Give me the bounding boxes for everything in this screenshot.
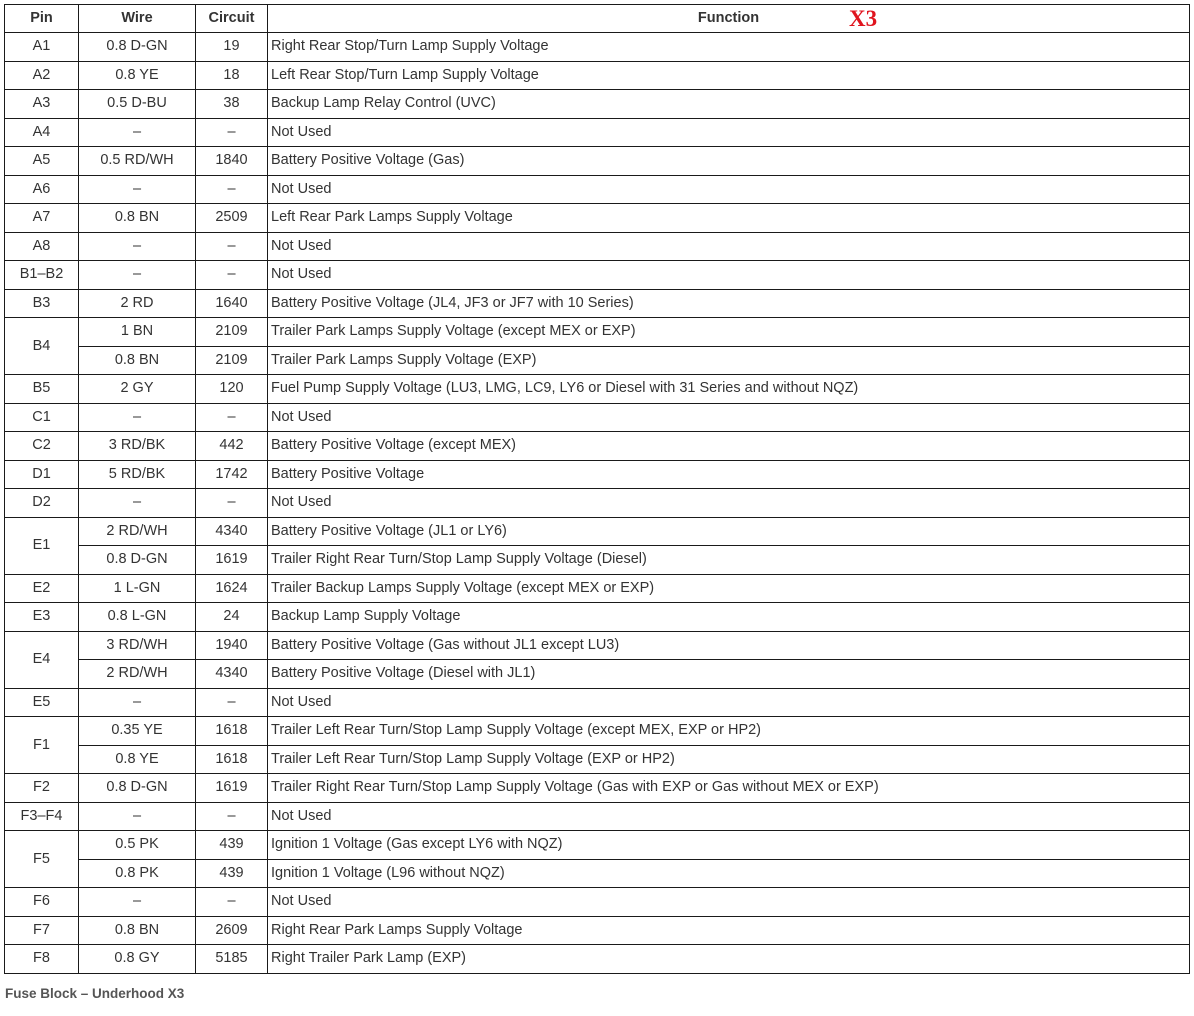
function-cell: Left Rear Park Lamps Supply Voltage — [268, 204, 1190, 233]
wire-cell: 5 RD/BK — [79, 460, 196, 489]
circuit-cell: 1619 — [196, 546, 268, 575]
circuit-cell: 1618 — [196, 717, 268, 746]
pin-cell: E5 — [5, 688, 79, 717]
function-cell: Trailer Left Rear Turn/Stop Lamp Supply Voltage (except MEX, EXP or HP2) — [268, 717, 1190, 746]
circuit-cell: 4340 — [196, 517, 268, 546]
table-row — [5, 802, 1190, 831]
wire-cell: 0.8 BN — [79, 346, 196, 375]
circuit-cell: 1640 — [196, 289, 268, 318]
table-row — [5, 603, 1190, 632]
function-cell: Battery Positive Voltage (Gas without JL1 except LU3) — [268, 631, 1190, 660]
circuit-cell: – — [196, 802, 268, 831]
table-row — [5, 631, 1190, 660]
pin-cell: B1–B2 — [5, 261, 79, 290]
function-cell: Right Rear Park Lamps Supply Voltage — [268, 916, 1190, 945]
wire-cell: 3 RD/WH — [79, 631, 196, 660]
wire-cell: – — [79, 489, 196, 518]
circuit-cell: – — [196, 489, 268, 518]
circuit-cell: – — [196, 403, 268, 432]
function-cell: Left Rear Stop/Turn Lamp Supply Voltage — [268, 61, 1190, 90]
circuit-cell: 24 — [196, 603, 268, 632]
pin-cell: A5 — [5, 147, 79, 176]
circuit-cell: 1619 — [196, 774, 268, 803]
pin-cell: E4 — [5, 631, 79, 688]
circuit-cell: 1940 — [196, 631, 268, 660]
wire-cell: 0.8 D-GN — [79, 546, 196, 575]
pin-cell: C2 — [5, 432, 79, 461]
wire-cell: 2 RD/WH — [79, 660, 196, 689]
table-body — [5, 33, 1190, 974]
circuit-cell: – — [196, 232, 268, 261]
wire-cell: – — [79, 888, 196, 917]
function-cell: Trailer Park Lamps Supply Voltage (EXP) — [268, 346, 1190, 375]
header-row — [5, 5, 1190, 33]
table-row — [5, 460, 1190, 489]
table-header — [5, 5, 1190, 33]
table-row — [5, 489, 1190, 518]
wire-cell: 0.8 D-GN — [79, 774, 196, 803]
table-row — [5, 175, 1190, 204]
wire-cell: – — [79, 261, 196, 290]
circuit-cell: – — [196, 688, 268, 717]
function-cell: Right Rear Stop/Turn Lamp Supply Voltage — [268, 33, 1190, 62]
wire-cell: 0.8 L-GN — [79, 603, 196, 632]
wire-cell: 1 BN — [79, 318, 196, 347]
wire-cell: 0.8 YE — [79, 745, 196, 774]
pin-cell: E1 — [5, 517, 79, 574]
circuit-cell: 120 — [196, 375, 268, 404]
table-row — [5, 289, 1190, 318]
function-cell: Not Used — [268, 175, 1190, 204]
function-cell: Not Used — [268, 802, 1190, 831]
pin-cell: B5 — [5, 375, 79, 404]
pin-cell: A6 — [5, 175, 79, 204]
table-row — [5, 204, 1190, 233]
wire-cell: – — [79, 118, 196, 147]
pin-cell: F2 — [5, 774, 79, 803]
wire-cell: 0.8 D-GN — [79, 33, 196, 62]
table-row — [5, 517, 1190, 546]
circuit-cell: 439 — [196, 859, 268, 888]
pin-cell: B3 — [5, 289, 79, 318]
pin-cell: D1 — [5, 460, 79, 489]
function-cell: Trailer Backup Lamps Supply Voltage (except MEX or EXP) — [268, 574, 1190, 603]
wire-cell: 0.5 D-BU — [79, 90, 196, 119]
pin-cell: F8 — [5, 945, 79, 974]
pin-cell: A1 — [5, 33, 79, 62]
table-row — [5, 261, 1190, 290]
function-cell: Not Used — [268, 118, 1190, 147]
pin-cell: B4 — [5, 318, 79, 375]
wire-cell: 0.5 PK — [79, 831, 196, 860]
circuit-cell: 2509 — [196, 204, 268, 233]
table-row — [5, 831, 1190, 860]
function-cell: Battery Positive Voltage (except MEX) — [268, 432, 1190, 461]
wire-cell: 0.8 BN — [79, 916, 196, 945]
table-row — [5, 118, 1190, 147]
table-row — [5, 745, 1190, 774]
wire-cell: 3 RD/BK — [79, 432, 196, 461]
table-row — [5, 346, 1190, 375]
function-cell: Battery Positive Voltage (Diesel with JL1) — [268, 660, 1190, 689]
wire-cell: 1 L-GN — [79, 574, 196, 603]
function-cell: Trailer Park Lamps Supply Voltage (except MEX or EXP) — [268, 318, 1190, 347]
pin-cell: A4 — [5, 118, 79, 147]
pin-cell: E3 — [5, 603, 79, 632]
function-cell: Not Used — [268, 489, 1190, 518]
table-row — [5, 688, 1190, 717]
circuit-cell: 5185 — [196, 945, 268, 974]
function-cell: Trailer Right Rear Turn/Stop Lamp Supply Voltage (Diesel) — [268, 546, 1190, 575]
circuit-cell: 18 — [196, 61, 268, 90]
wire-cell: 0.8 BN — [79, 204, 196, 233]
pin-cell: F7 — [5, 916, 79, 945]
circuit-cell: – — [196, 261, 268, 290]
circuit-cell: 2109 — [196, 318, 268, 347]
header-function — [268, 5, 1190, 33]
wire-cell: 2 RD — [79, 289, 196, 318]
function-cell: Ignition 1 Voltage (L96 without NQZ) — [268, 859, 1190, 888]
table-row — [5, 717, 1190, 746]
pinout-table — [4, 4, 1190, 974]
wire-cell: 2 GY — [79, 375, 196, 404]
function-cell: Not Used — [268, 261, 1190, 290]
function-cell: Trailer Right Rear Turn/Stop Lamp Supply Voltage (Gas with EXP or Gas without MEX or EXP) — [268, 774, 1190, 803]
pin-cell: A8 — [5, 232, 79, 261]
function-cell: Not Used — [268, 688, 1190, 717]
pin-cell: F3–F4 — [5, 802, 79, 831]
circuit-cell: 1618 — [196, 745, 268, 774]
function-cell: Fuel Pump Supply Voltage (LU3, LMG, LC9, LY6 or Diesel with 31 Series and without NQZ) — [268, 375, 1190, 404]
function-cell: Backup Lamp Supply Voltage — [268, 603, 1190, 632]
circuit-cell: 1624 — [196, 574, 268, 603]
wire-cell: – — [79, 403, 196, 432]
function-cell: Ignition 1 Voltage (Gas except LY6 with NQZ) — [268, 831, 1190, 860]
circuit-cell: 19 — [196, 33, 268, 62]
function-cell: Right Trailer Park Lamp (EXP) — [268, 945, 1190, 974]
wire-cell: 0.5 RD/WH — [79, 147, 196, 176]
table-row — [5, 375, 1190, 404]
function-cell: Battery Positive Voltage (JL4, JF3 or JF7 with 10 Series) — [268, 289, 1190, 318]
wire-cell: 0.8 PK — [79, 859, 196, 888]
table-row — [5, 432, 1190, 461]
circuit-cell: – — [196, 175, 268, 204]
table-row — [5, 945, 1190, 974]
function-cell: Trailer Left Rear Turn/Stop Lamp Supply Voltage (EXP or HP2) — [268, 745, 1190, 774]
circuit-cell: – — [196, 118, 268, 147]
table-caption: Fuse Block – Underhood X3 — [5, 986, 185, 1001]
pin-cell: E2 — [5, 574, 79, 603]
wire-cell: 0.8 GY — [79, 945, 196, 974]
wire-cell: – — [79, 175, 196, 204]
table-row — [5, 318, 1190, 347]
table-row — [5, 147, 1190, 176]
pin-cell: F1 — [5, 717, 79, 774]
table-row — [5, 774, 1190, 803]
circuit-cell: 442 — [196, 432, 268, 461]
circuit-cell: 4340 — [196, 660, 268, 689]
circuit-cell: 2609 — [196, 916, 268, 945]
circuit-cell: 439 — [196, 831, 268, 860]
function-cell: Battery Positive Voltage (JL1 or LY6) — [268, 517, 1190, 546]
pin-cell: C1 — [5, 403, 79, 432]
pin-cell: A7 — [5, 204, 79, 233]
circuit-cell: – — [196, 888, 268, 917]
wire-cell: 0.8 YE — [79, 61, 196, 90]
pin-cell: A3 — [5, 90, 79, 119]
wire-cell: 2 RD/WH — [79, 517, 196, 546]
function-cell: Not Used — [268, 403, 1190, 432]
function-cell: Battery Positive Voltage (Gas) — [268, 147, 1190, 176]
function-cell: Backup Lamp Relay Control (UVC) — [268, 90, 1190, 119]
table-row — [5, 546, 1190, 575]
table-row — [5, 90, 1190, 119]
wire-cell: – — [79, 802, 196, 831]
wire-cell: – — [79, 688, 196, 717]
table-row — [5, 33, 1190, 62]
wire-cell: – — [79, 232, 196, 261]
wire-cell: 0.35 YE — [79, 717, 196, 746]
function-cell: Battery Positive Voltage — [268, 460, 1190, 489]
table-row — [5, 574, 1190, 603]
header-function-label: Function — [697, 10, 760, 26]
function-cell: Not Used — [268, 888, 1190, 917]
table-row — [5, 660, 1190, 689]
function-cell: Not Used — [268, 232, 1190, 261]
header-wire: Wire — [79, 5, 196, 33]
pin-cell: D2 — [5, 489, 79, 518]
circuit-cell: 1840 — [196, 147, 268, 176]
table-row — [5, 888, 1190, 917]
table-row — [5, 232, 1190, 261]
header-circuit: Circuit — [196, 5, 268, 33]
circuit-cell: 1742 — [196, 460, 268, 489]
circuit-cell: 2109 — [196, 346, 268, 375]
table-row — [5, 403, 1190, 432]
pin-cell: F6 — [5, 888, 79, 917]
table-row — [5, 916, 1190, 945]
table-row — [5, 859, 1190, 888]
header-pin: Pin — [5, 5, 79, 33]
pin-cell: F5 — [5, 831, 79, 888]
connector-label: X3 — [849, 6, 878, 31]
table-row — [5, 61, 1190, 90]
circuit-cell: 38 — [196, 90, 268, 119]
pin-cell: A2 — [5, 61, 79, 90]
